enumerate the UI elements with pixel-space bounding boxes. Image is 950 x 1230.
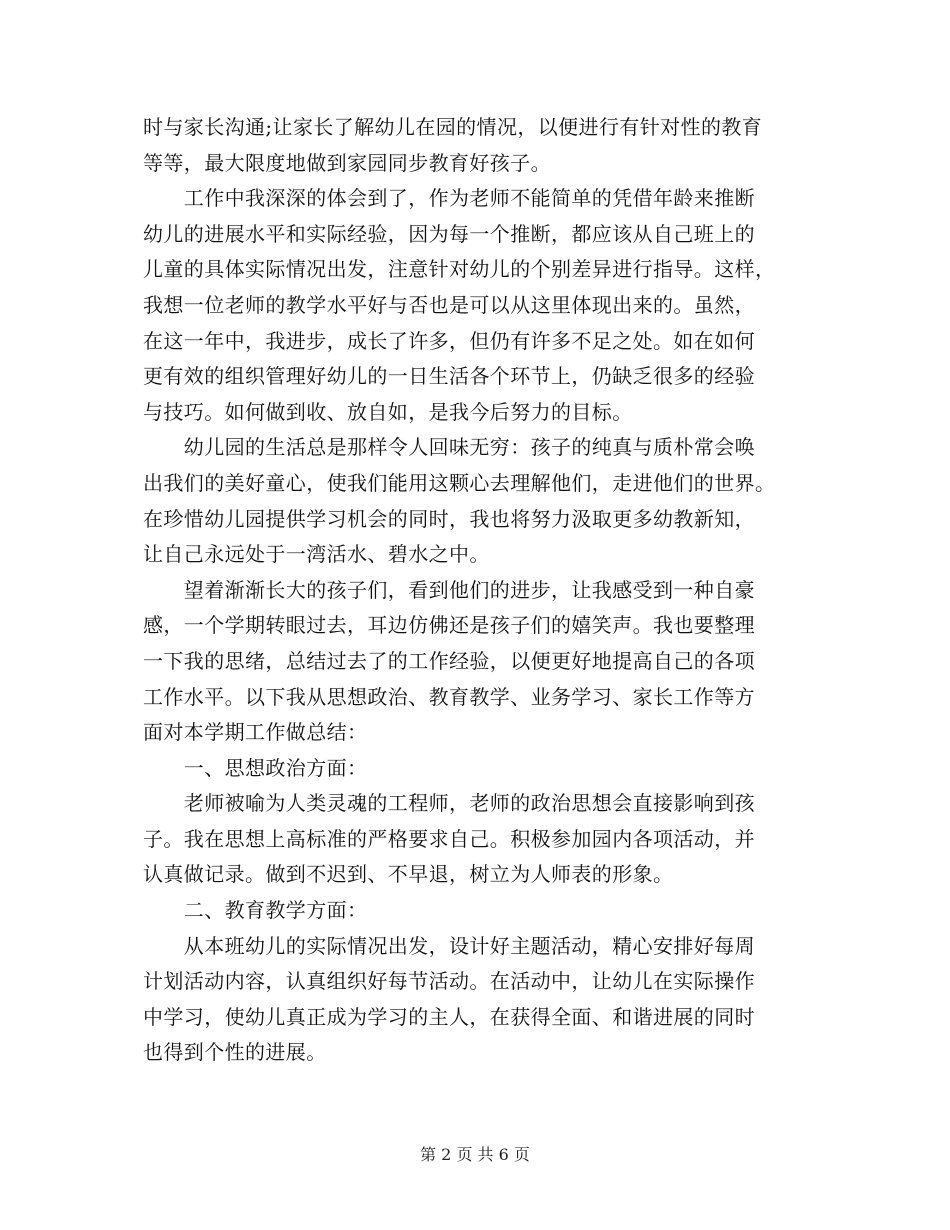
text-line: 在这一年中，我进步，成长了许多，但仍有许多不足之处。如在如何 [143, 328, 755, 353]
section-heading: 二、教育教学方面： [143, 898, 368, 923]
text-line: 望着渐渐长大的孩子们，看到他们的进步，让我感受到一种自豪 [143, 577, 755, 602]
body-text [143, 110, 813, 1071]
text-line: 让自己永远处于一湾活水、碧水之中。 [143, 542, 490, 567]
text-line: 幼儿园的生活总是那样令人回味无穷：孩子的纯真与质朴常会唤 [143, 435, 755, 460]
text-line: 也得到个性的进展。 [143, 1040, 327, 1065]
text-line: 我想一位老师的教学水平好与否也是可以从这里体现出来的。虽然， [143, 292, 755, 317]
text-line: 子。我在思想上高标准的严格要求自己。积极参加园内各项活动，并 [143, 826, 755, 851]
text-line: 在珍惜幼儿园提供学习机会的同时，我也将努力汲取更多幼教新知， [143, 506, 755, 531]
text-line: 一下我的思绪，总结过去了的工作经验，以便更好地提高自己的各项 [143, 648, 755, 673]
section-heading: 一、思想政治方面： [143, 755, 368, 780]
text-line: 幼儿的进展水平和实际经验，因为每一个推断，都应该从自己班上的 [143, 221, 755, 246]
text-line: 等等，最大限度地做到家园同步教育好孩子。 [143, 150, 551, 175]
text-line: 出我们的美好童心，使我们能用这颗心去理解他们，走进他们的世界。 [143, 470, 776, 495]
text-line: 感，一个学期转眼过去，耳边仿佛还是孩子们的嬉笑声。我也要整理 [143, 613, 755, 638]
text-line: 工作水平。以下我从思想政治、教育教学、业务学习、家长工作等方 [143, 684, 755, 709]
text-line: 更有效的组织管理好幼儿的一日生活各个环节上，仍缺乏很多的经验 [143, 364, 755, 389]
text-line: 儿童的具体实际情况出发，注意针对幼儿的个别差异进行指导。这样， [143, 257, 776, 282]
text-line: 计划活动内容，认真组织好每节活动。在活动中，让幼儿在实际操作 [143, 969, 755, 994]
text-line: 时与家长沟通;让家长了解幼儿在园的情况，以便进行有针对性的教育 [143, 115, 763, 139]
text-line: 中学习，使幼儿真正成为学习的主人，在获得全面、和谐进展的同时 [143, 1004, 755, 1029]
text-line: 从本班幼儿的实际情况出发，设计好主题活动，精心安排好每周 [143, 933, 755, 958]
text-line: 面对本学期工作做总结： [143, 720, 368, 745]
text-line: 认真做记录。做到不迟到、不早退，树立为人师表的形象。 [143, 862, 674, 887]
page-footer: 第 2 页 共 6 页 [420, 1145, 530, 1164]
text-line: 工作中我深深的体会到了，作为老师不能简单的凭借年龄来推断 [143, 186, 755, 211]
text-line: 老师被喻为人类灵魂的工程师，老师的政治思想会直接影响到孩 [143, 791, 755, 816]
text-line: 与技巧。如何做到收、放自如，是我今后努力的目标。 [143, 399, 633, 424]
